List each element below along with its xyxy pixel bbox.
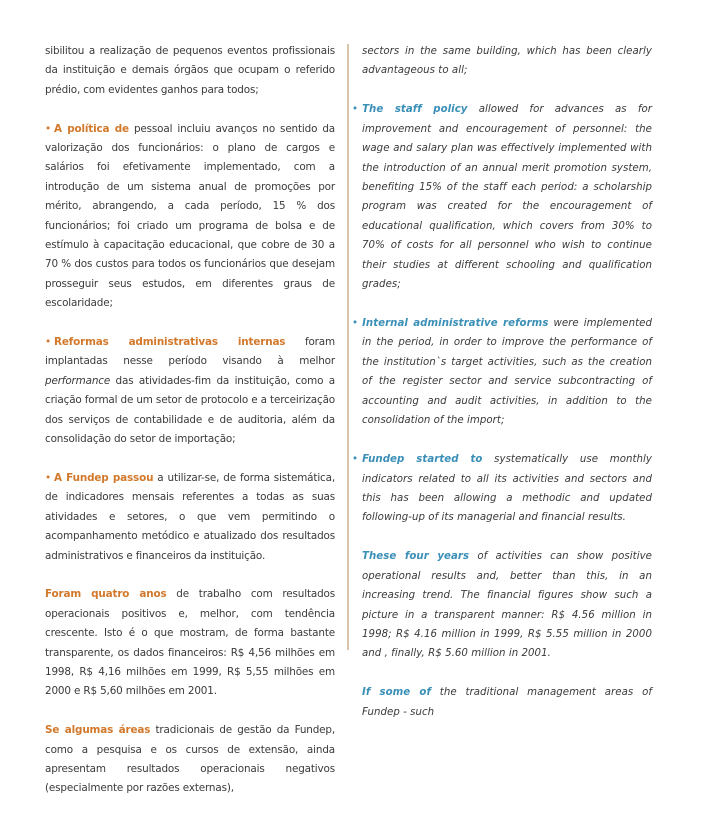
bullet-icon: • [352, 104, 359, 116]
bullet-fundep-pt [45, 469, 335, 566]
paragraph-text: tradicionais de gestão da Fundep, como a pesquisa e os cursos de extensão, ainda apresentam resultados operacionais negativos (especialmente por razões externas), [45, 724, 336, 795]
paragraph-lead: These four years [362, 551, 470, 563]
bullet-text-pre: foram implantadas nesse período visando à melhor [45, 336, 335, 368]
bullet-lead: Fundep started to [362, 454, 483, 466]
paragraph-some-areas-en [362, 683, 652, 722]
continuation-paragraph: sibilitou a realização de pequenos eventos profissionais da instituição e demais órgãos que ocupam o referido prédio, com evidentes ganhos para todos; [45, 45, 335, 96]
bullet-lead: Reformas administrativas internas [53, 336, 286, 349]
bullet-text: systematically use monthly indicators related to all its activities and sectors and this has been allowing a methodic and updated following-up of its managerial and financial results. [362, 454, 653, 524]
paragraph-text: of activities can show positive operational results and, better than this, in an increasing trend. The financial figures show such a picture in a transparent manner: R$ 4.56 million in 1998; R$ 4.16 million in 1999, R$ 5.55 million in 2000 and , finally, R$ 5.60 million in 2001. [362, 551, 652, 660]
bullet-text: pessoal incluiu avanços no sentido da valorização dos funcionários: o plano de cargos e salários foi efetivamente implementado, com a introdução de um sistema anual de promoções por mérito, abrangendo, a cada período, 15 % dos funcionários; foi criado um programa de bolsa e de estímulo à capacitação educacional, que cobre de 30 a 70 % dos custos para todos os funcionários que desejam prosseguir seus estudos, em diferentes graus de escolaridade; [45, 122, 335, 310]
bullet-lead: A Fundep passou [53, 471, 154, 484]
bullet-text: das atividades-fim da instituição, como a criação formal de um setor de protocolo e a terceirização dos serviços de contabilidade e de auditoria, além da consolidação do setor de importação; [45, 374, 335, 446]
portuguese-column [45, 42, 335, 818]
paragraph-lead: If some of [362, 687, 431, 699]
paragraph-lead: Foram quatro anos [45, 588, 167, 601]
paragraph-text: de trabalho com resultados operacionais positivos e, melhor, com tendência crescente. Isto é o que mostram, de forma bastante transparente, os dados financeiros: R$ 4,56 milhões em 1998, R$ 4,16 milhões em 1999, R$ 5,55 milhões em 2000 e R$ 5,60 milhões em 2001. [45, 588, 335, 698]
continuation-paragraph: sectors in the same building, which has been clearly advantageous to all; [362, 46, 652, 77]
bullet-staff-policy-pt [45, 120, 335, 314]
paragraph-text: the traditional management areas of Fundep - such [362, 687, 652, 718]
paragraph-four-years-en [362, 547, 652, 663]
bullet-staff-policy-en [352, 100, 652, 294]
paragraph-some-areas-pt [45, 721, 335, 799]
bullet-icon: • [352, 454, 359, 466]
bullet-icon: • [45, 122, 51, 135]
bullet-lead: Internal administrative reforms [362, 318, 549, 330]
bullet-lead: The staff policy [362, 104, 468, 116]
paragraph-lead: Se algumas áreas [45, 724, 151, 737]
english-column [352, 42, 653, 742]
bullet-reforms-pt [45, 333, 335, 449]
bullet-text: were implemented in the period, in order to improve the performance of the institution`s target activities, such as the creation of the register sector and service subcontracting of accounting and audit activities, in addition to the consolidation of the import; [362, 318, 652, 427]
column-divider [347, 44, 349, 650]
bullet-emphasis: performance [45, 374, 111, 387]
paragraph-four-years-pt [45, 585, 335, 701]
bullet-icon: • [352, 318, 359, 330]
bullet-icon: • [45, 471, 51, 484]
bullet-reforms-en [352, 314, 652, 430]
bullet-text: a utilizar-se, de forma sistemática, de indicadores mensais referentes a todas as suas atividades e setores, o que vem permitindo o acompanhamento metódico e atualizado dos resultados administrativos e financeiros da instituição. [45, 471, 335, 562]
bullet-icon: • [45, 336, 51, 349]
bullet-lead: A política de [53, 122, 129, 135]
bullet-fundep-en [352, 450, 653, 528]
bullet-text: allowed for advances as for improvement and encouragement of personnel: the wage and salary plan was effectively implemented with the introduction of an annual merit promotion system, benefiting 15% of the staff each period: a scholarship program was created for the encouragement of educational qualification, which covers from 30% to 70% of costs for all personnel who wish to continue their studies at different schooling and qualification grades; [362, 104, 652, 291]
